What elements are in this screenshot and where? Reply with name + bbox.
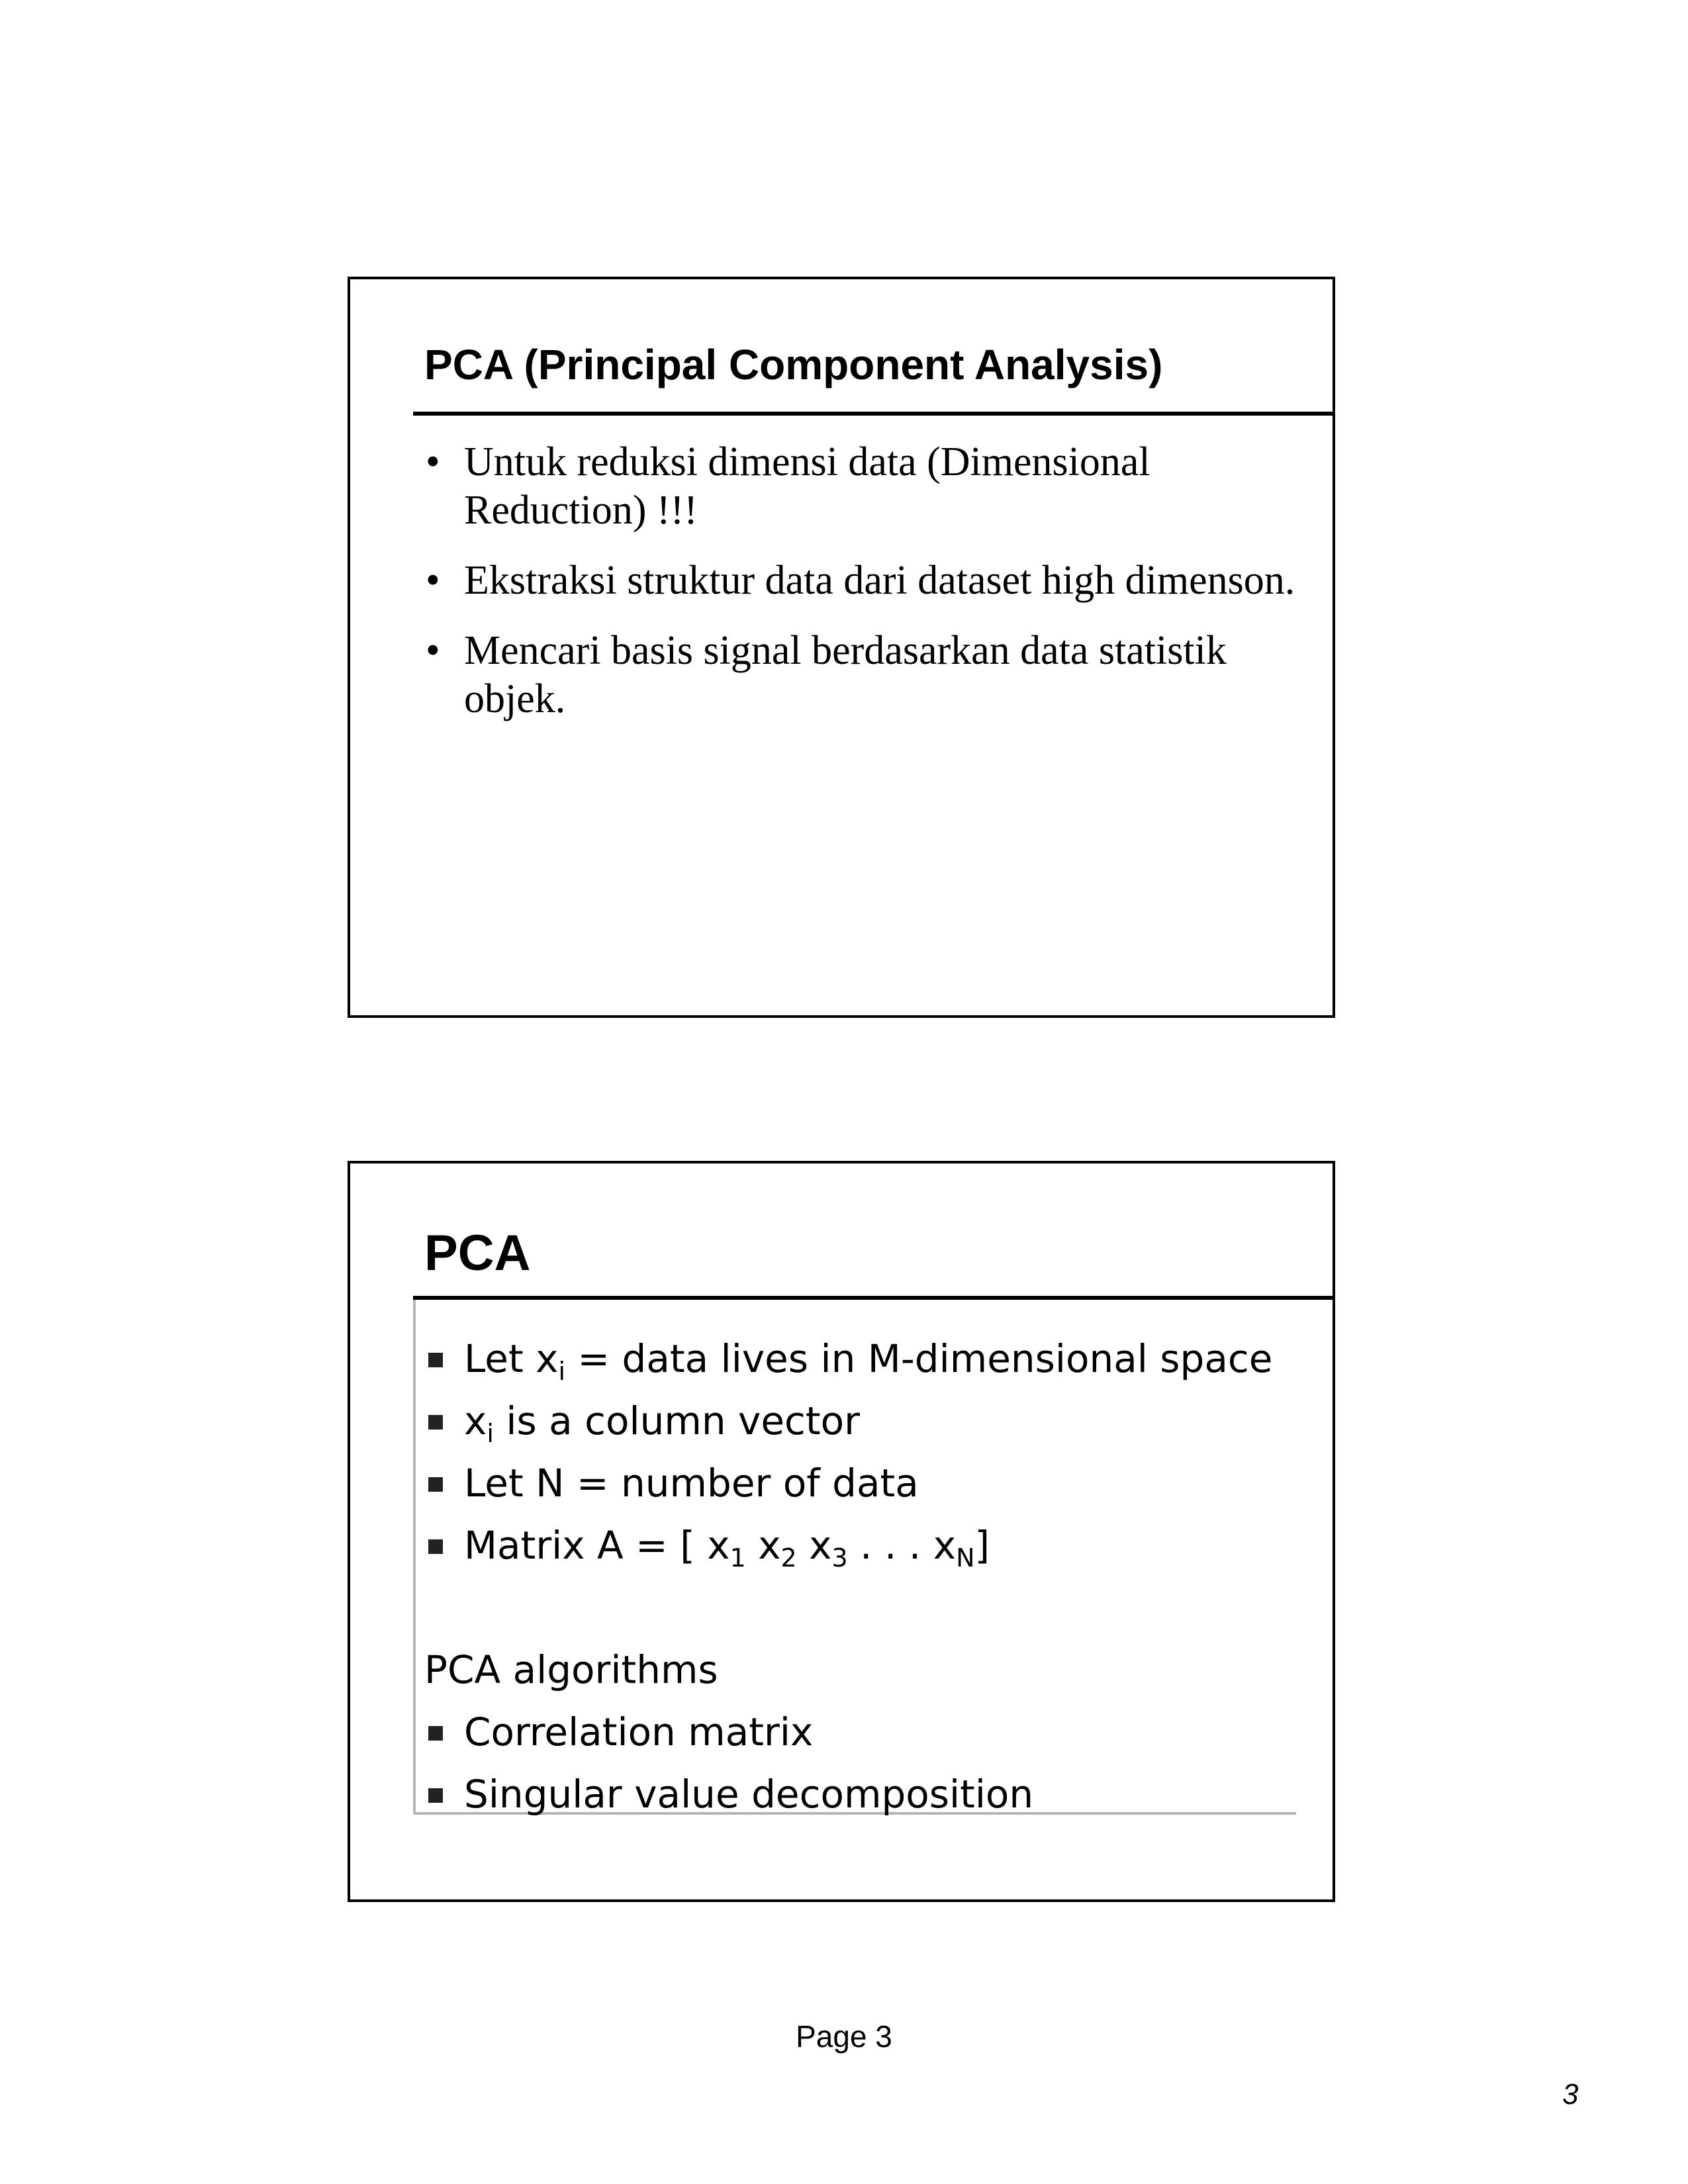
list-item bbox=[424, 557, 1305, 605]
list-item: $x_i$ is a column vector bbox=[424, 1390, 1305, 1452]
slide-2-content bbox=[424, 1328, 1305, 1825]
slide-2 bbox=[348, 1161, 1335, 1902]
bullet-icon: • bbox=[426, 439, 440, 484]
square-bullet-icon bbox=[428, 1477, 443, 1492]
bullet-icon: • bbox=[426, 558, 440, 603]
list-item: Correlation matrix bbox=[424, 1701, 1305, 1763]
slide-1-bullet-list bbox=[424, 438, 1305, 745]
bullet-text: Ekstraksi struktur data dari dataset high dimenson. bbox=[464, 558, 1295, 603]
list-item bbox=[424, 438, 1305, 535]
square-bullet-icon bbox=[428, 1539, 443, 1554]
slide-2-title: PCA bbox=[424, 1225, 531, 1281]
bullet-text: Mencari basis signal berdasarkan data statistik objek. bbox=[464, 628, 1227, 721]
list-item: Matrix A = [ $x_1$ $x_2$ $x_3$ . . . $x_N$] bbox=[424, 1514, 1305, 1576]
list-item bbox=[424, 627, 1305, 723]
square-bullet-icon bbox=[428, 1415, 443, 1430]
list-item: Singular value decomposition bbox=[424, 1763, 1305, 1825]
list-item: Let N = number of data bbox=[424, 1452, 1305, 1514]
slide-1 bbox=[348, 277, 1335, 1018]
list-item: Let $x_i$ = data lives in M-dimensional space bbox=[424, 1328, 1305, 1390]
algorithms-heading: PCA algorithms bbox=[424, 1647, 718, 1692]
square-bullet-icon bbox=[428, 1353, 443, 1367]
page-number: 3 bbox=[1562, 2078, 1579, 2111]
slide-1-title-rule bbox=[413, 412, 1335, 416]
bullet-text: Untuk reduksi dimensi data (Dimensional Reduction) !!! bbox=[464, 439, 1150, 533]
square-bullet-icon bbox=[428, 1788, 443, 1803]
page-label: Page 3 bbox=[796, 2019, 892, 2054]
square-bullet-icon bbox=[428, 1726, 443, 1741]
slide-1-title: PCA (Principal Component Analysis) bbox=[424, 341, 1163, 388]
spacer bbox=[424, 1576, 1305, 1639]
bullet-icon: • bbox=[426, 628, 440, 673]
